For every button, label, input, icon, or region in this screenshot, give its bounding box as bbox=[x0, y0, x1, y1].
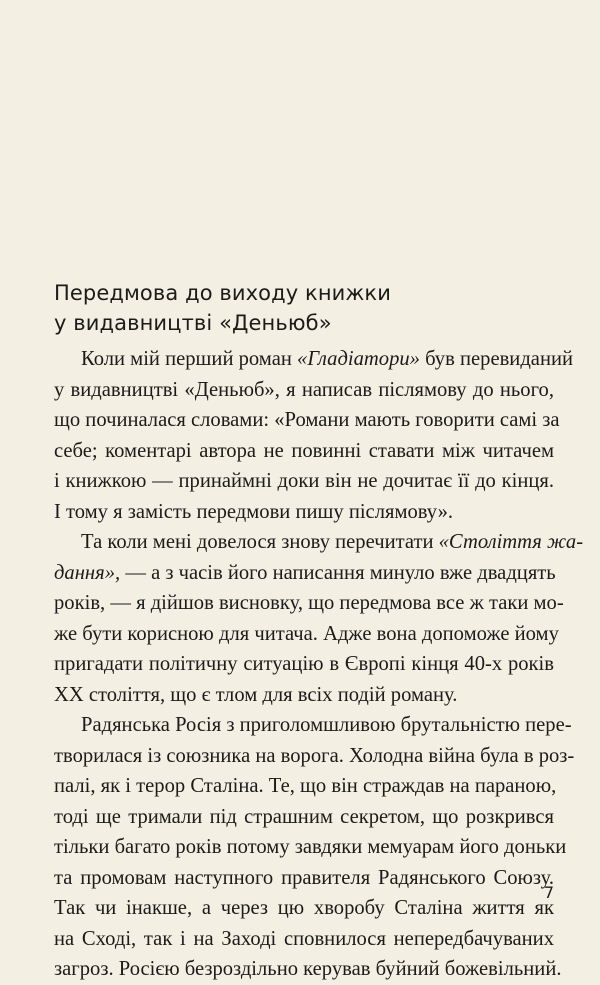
text-line: себе; коментарі автора не повинні ставати між читачем bbox=[54, 439, 554, 462]
text-line: творилася із союзника на ворога. Холодна війна була в роз- bbox=[54, 744, 575, 767]
text-line: палі, як і терор Сталіна. Те, що він страждав на параною, bbox=[54, 775, 557, 797]
book-title-century-part-2: дання», bbox=[54, 561, 121, 584]
text-line: Коли мій перший роман «Гладіатори» був перевиданий bbox=[81, 348, 574, 370]
text-line: на Сході, так і на Заході сповнилося непередбачуваних bbox=[54, 927, 554, 950]
text-line: дання», — а з часів його написання минуло вже двадцять bbox=[54, 561, 556, 584]
paragraph-2 bbox=[54, 527, 584, 710]
text-line: Так чи інакше, а через цю хворобу Сталіна життя як bbox=[54, 897, 554, 919]
paragraph-3 bbox=[54, 710, 575, 985]
paragraph-1 bbox=[54, 344, 574, 527]
text-line: що починалася словами: «Романи мають говорити самі за bbox=[54, 409, 560, 431]
text-line: років, — я дійшов висновку, що передмова все ж таки мо- bbox=[54, 592, 564, 614]
text-line: Та коли мені довелося знову перечитати «Століття жа- bbox=[81, 531, 584, 553]
text-line: І тому я замість передмови пишу післямову». bbox=[54, 500, 454, 523]
body-text bbox=[54, 344, 584, 985]
chapter-heading-line-1: Передмова до виходу книжки bbox=[54, 281, 391, 305]
page-number: 7 bbox=[543, 883, 554, 902]
text-line: загроз. Росією безроздільно керував буйний божевільний. bbox=[54, 958, 562, 980]
text-line: XX століття, що є тлом для всіх подій роману. bbox=[54, 683, 458, 706]
text-line: Радянська Росія з приголомшливою брутальністю пере- bbox=[81, 714, 572, 736]
text-line: же бути корисною для читача. Адже вона допоможе йому bbox=[54, 622, 559, 645]
book-title-gladiators: «Гладіатори» bbox=[297, 348, 420, 370]
text-line: пригадати політичну ситуацію в Європі кінця 40-х років bbox=[54, 653, 554, 675]
text-line: тоді ще тримали під страшним секретом, що розкрився bbox=[54, 805, 554, 828]
text-line: і книжкою — принаймні доки він не дочитає її до кінця. bbox=[54, 470, 554, 492]
text-line: та промовам наступного правителя Радянського Союзу. bbox=[54, 866, 554, 889]
book-title-century-part-1: «Століття жа- bbox=[438, 531, 584, 553]
text-line: у видавництві «Деньюб», я написав післямову до нього, bbox=[54, 378, 554, 401]
chapter-heading bbox=[54, 278, 554, 338]
chapter-heading-line-2: у видавництві «Деньюб» bbox=[54, 311, 332, 335]
text-line: тільки багато років потому завдяки мемуарам його доньки bbox=[54, 836, 567, 858]
